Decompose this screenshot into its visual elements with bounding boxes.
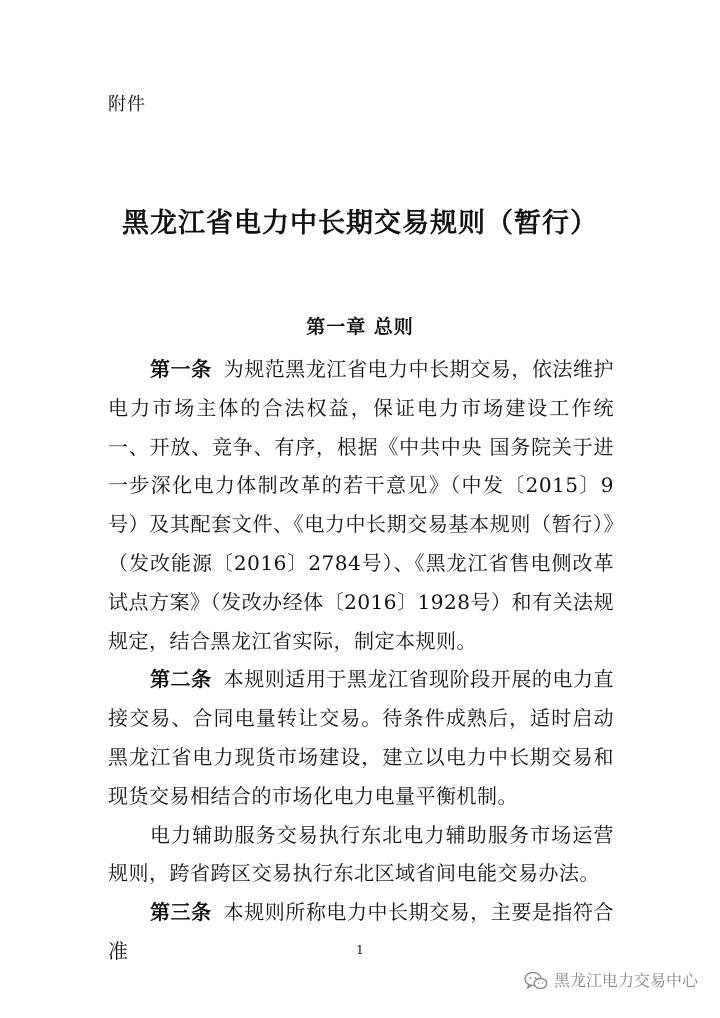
wechat-icon (524, 971, 548, 991)
article-3-label: 第三条 (150, 900, 212, 925)
article-2-text: 本规则适用于黑龙江省现阶段开展的电力直接交易、合同电量转让交易。待条件成熟后，适时启动黑龙江省电力现货市场建设，建立以电力中长期交易和现货交易相结合的市场化电力电量平衡机制。 (108, 667, 615, 808)
page-number: 1 (356, 943, 364, 957)
article-2-continuation-text: 电力辅助服务交易执行东北电力辅助服务市场运营规则，跨省跨区交易执行东北区域省间电能交易办法。 (108, 822, 614, 886)
article-1-text: 为规范黑龙江省电力中长期交易，依法维护电力市场主体的合法权益，保证电力市场建设工作统一、开放、竞争、有序，根据《中共中央 国务院关于进一步深化电力体制改革的若干意见》（中发〔2015〕9号）及其配套文件、《电力中长期交易基本规则（暂行）》（发改能源〔2016〕2784号）、《黑龙江省售电侧改革试点方案》（发改办经体〔2016〕1928号）和有关法规规定，结合黑龙江省实际，制定本规则。 (108, 357, 615, 653)
attachment-label: 附件 (108, 94, 146, 115)
article-2-label: 第二条 (150, 667, 212, 692)
article-2-paragraph (108, 660, 614, 815)
article-2-continuation-paragraph (108, 816, 614, 894)
article-1-paragraph (108, 350, 614, 660)
document-title: 黑龙江省电力中长期交易规则（暂行） (122, 208, 598, 239)
article-3-text: 本规则所称电力中长期交易，主要是指符合准 (108, 900, 615, 963)
watermark (524, 970, 698, 992)
article-1-label: 第一条 (150, 357, 212, 381)
chapter-title: 第一章 总则 (306, 316, 414, 338)
article-3-paragraph (108, 893, 614, 971)
watermark-text: 黑龙江电力交易中心 (553, 971, 698, 990)
document-body (108, 350, 614, 971)
